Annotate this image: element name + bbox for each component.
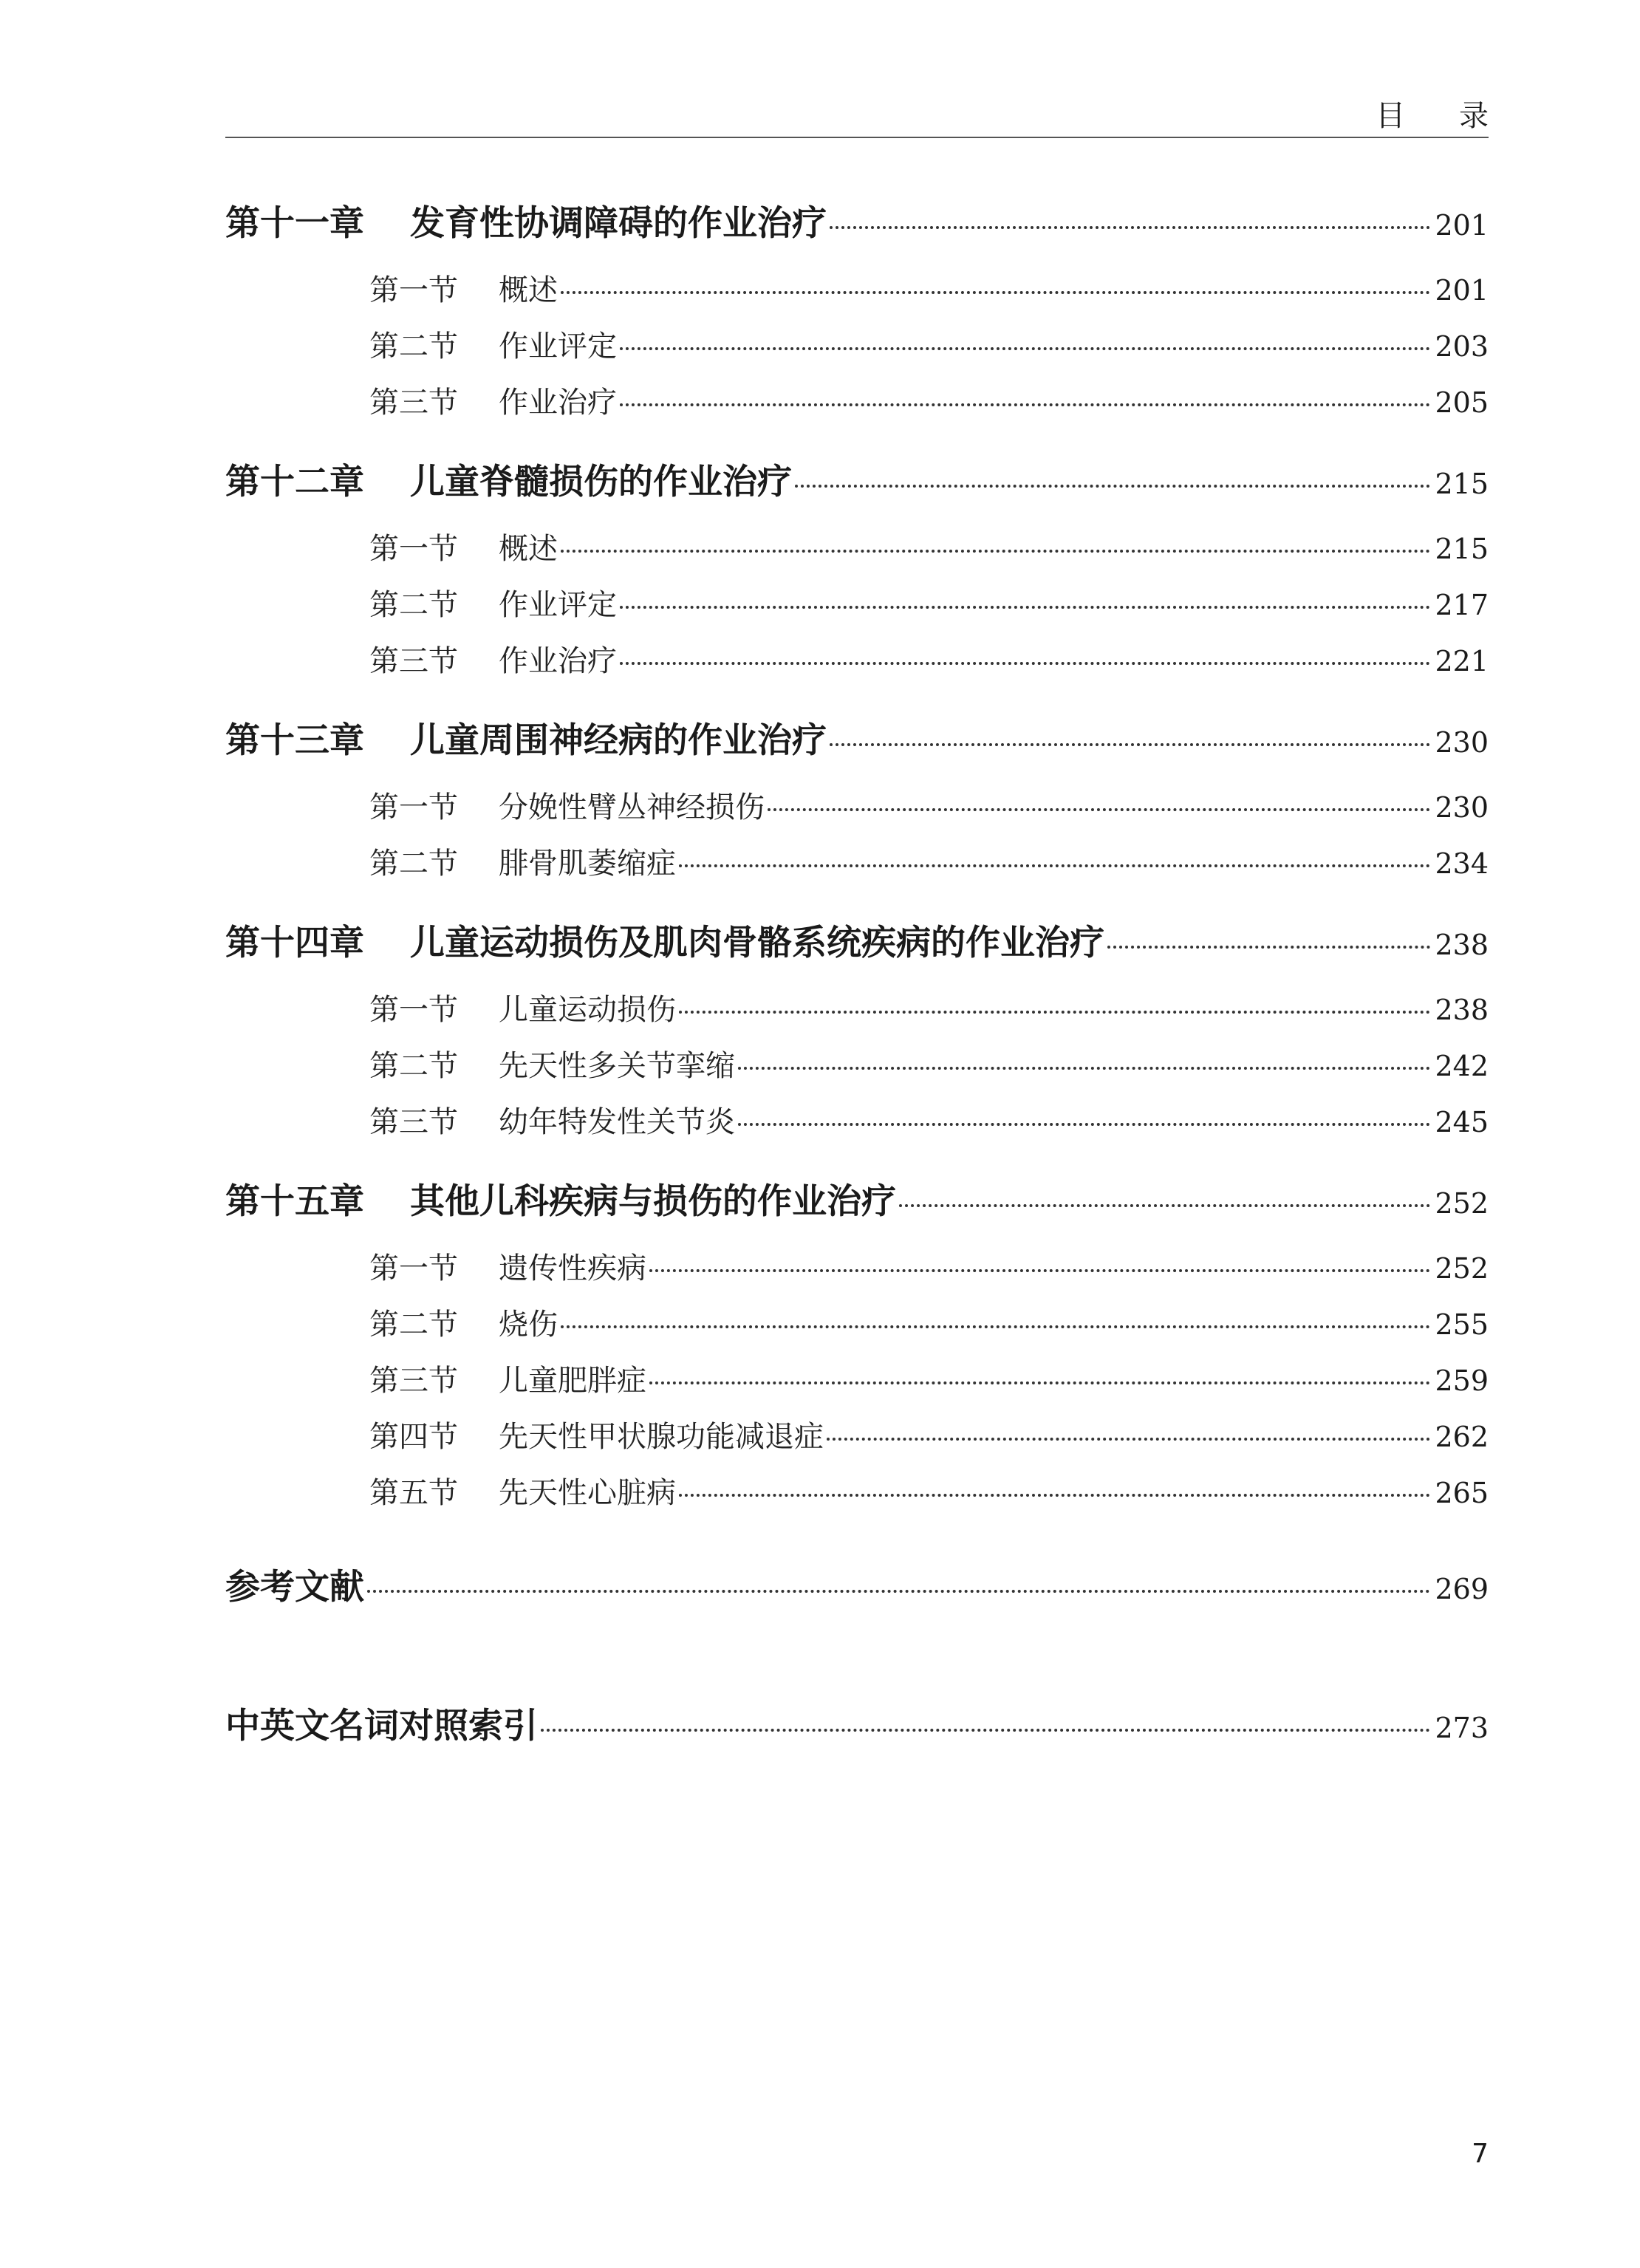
section-page: 238 [1435,994,1489,1026]
section-number: 第一节 [369,993,458,1027]
section-number: 第三节 [369,386,458,420]
section-page: 259 [1435,1364,1489,1397]
section-page: 262 [1435,1421,1489,1453]
section-title [369,1042,735,1085]
section-number: 第三节 [369,644,458,678]
section-title [369,1301,558,1343]
section-name: 概述 [499,273,558,307]
chapter-name: 其他儿科疾病与损伤的作业治疗 [410,1181,896,1222]
section-name: 先天性多关节挛缩 [499,1049,735,1083]
section-page: 205 [1435,386,1489,419]
section-title [369,379,617,421]
chapter-15-sections [225,1245,1489,1526]
dot-leader [649,1381,1430,1384]
dot-leader [620,347,1430,350]
section-number: 第三节 [369,1105,458,1139]
dot-leader [1107,946,1430,949]
section-page: 217 [1435,589,1489,621]
dot-leader [830,743,1430,746]
section-number: 第二节 [369,329,458,363]
section-name: 概述 [499,532,558,566]
section-name: 先天性甲状腺功能减退症 [499,1420,824,1454]
dot-leader [561,550,1430,553]
references-title: 参考文献 [225,1567,364,1608]
header-title: 目 录 [1376,99,1511,133]
dot-leader [830,226,1430,229]
toc-section[interactable] [225,1099,1489,1155]
chapter-number: 第十五章 [225,1181,364,1222]
section-title [369,323,617,365]
section-title [369,840,676,882]
section-page: 230 [1435,791,1489,824]
section-page: 234 [1435,847,1489,880]
dot-leader [679,864,1430,867]
section-name: 遗传性疾病 [499,1251,646,1285]
section-name: 烧伤 [499,1308,558,1342]
section-title [369,1469,676,1512]
dot-leader [649,1269,1430,1272]
toc-section[interactable] [225,1413,1489,1469]
section-number: 第一节 [369,273,458,307]
toc-section[interactable] [225,1042,1489,1099]
section-title [369,638,617,680]
section-page: 203 [1435,330,1489,363]
running-header [225,85,1511,138]
toc-chapter-14[interactable] [225,915,1489,973]
section-name: 作业评定 [499,588,617,622]
dot-leader [620,403,1430,406]
toc-section[interactable] [225,267,1489,323]
dot-leader [367,1590,1430,1593]
dot-leader [827,1438,1430,1441]
section-page: 252 [1435,1252,1489,1285]
toc-section[interactable] [225,986,1489,1042]
section-number: 第五节 [369,1476,458,1510]
toc-section[interactable] [225,1245,1489,1301]
dot-leader [768,808,1430,811]
toc-section[interactable] [225,323,1489,379]
references-page: 269 [1435,1573,1489,1605]
section-title [369,986,676,1028]
chapter-number: 第十三章 [225,720,364,761]
section-page: 245 [1435,1106,1489,1138]
section-number: 第三节 [369,1364,458,1398]
section-name: 幼年特发性关节炎 [499,1105,735,1139]
section-number: 第二节 [369,847,458,881]
section-number: 第二节 [369,1049,458,1083]
section-name: 先天性心脏病 [499,1476,676,1510]
index-page: 273 [1435,1712,1489,1744]
section-number: 第二节 [369,1308,458,1342]
toc-section[interactable] [225,379,1489,435]
chapter-title [225,713,827,762]
section-title [369,581,617,624]
section-title [369,784,765,826]
chapter-number: 第十一章 [225,203,364,244]
section-name: 儿童运动损伤 [499,993,676,1027]
section-number: 第四节 [369,1420,458,1454]
section-number: 第二节 [369,588,458,622]
section-name: 儿童肥胖症 [499,1364,646,1398]
chapter-page: 238 [1435,929,1489,961]
dot-leader [561,1325,1430,1328]
toc-chapter-15[interactable] [225,1174,1489,1232]
section-title [369,525,558,567]
chapter-11-sections [225,267,1489,435]
toc-references[interactable] [225,1560,1489,1617]
section-title [369,1245,646,1287]
chapter-title [225,196,827,245]
toc-chapter-12[interactable] [225,454,1489,512]
chapter-page: 230 [1435,726,1489,759]
chapter-name: 儿童运动损伤及肌肉骨骼系统疾病的作业治疗 [410,923,1104,963]
section-title [369,1413,824,1455]
chapter-12-sections [225,525,1489,694]
section-title [369,1357,646,1399]
section-number: 第一节 [369,1251,458,1285]
toc-section[interactable] [225,581,1489,638]
section-title [369,267,558,309]
section-name: 作业治疗 [499,644,617,678]
toc-section[interactable] [225,784,1489,840]
toc-section[interactable] [225,1357,1489,1413]
chapter-page: 215 [1435,468,1489,500]
chapter-number: 第十二章 [225,462,364,502]
section-name: 腓骨肌萎缩症 [499,847,676,881]
chapter-title [225,454,792,504]
dot-leader [795,485,1430,488]
section-page: 201 [1435,274,1489,307]
dot-leader [679,1494,1430,1497]
section-number: 第一节 [369,532,458,566]
chapter-title [225,915,1104,965]
dot-leader [899,1204,1430,1207]
table-of-contents [225,196,1489,1756]
chapter-title [225,1174,896,1223]
section-name: 作业治疗 [499,386,617,420]
section-name: 作业评定 [499,329,617,363]
chapter-name: 儿童脊髓损伤的作业治疗 [410,462,792,502]
index-title: 中英文名词对照索引 [225,1706,538,1746]
toc-section[interactable] [225,1301,1489,1357]
toc-section[interactable] [225,638,1489,694]
dot-leader [620,662,1430,665]
chapter-name: 儿童周围神经病的作业治疗 [410,720,827,761]
chapter-page: 252 [1435,1187,1489,1220]
dot-leader [561,291,1430,294]
toc-chapter-11[interactable] [225,196,1489,253]
toc-section[interactable] [225,525,1489,581]
section-page: 242 [1435,1050,1489,1082]
dot-leader [620,606,1430,609]
section-page: 265 [1435,1477,1489,1509]
dot-leader [738,1123,1430,1126]
dot-leader [679,1011,1430,1014]
section-page: 255 [1435,1308,1489,1341]
section-title [369,1099,735,1141]
section-number: 第一节 [369,790,458,824]
dot-leader [541,1729,1430,1732]
toc-section[interactable] [225,1469,1489,1526]
section-name: 分娩性臂丛神经损伤 [499,790,765,824]
chapter-page: 201 [1435,209,1489,242]
dot-leader [738,1067,1430,1070]
chapter-name: 发育性协调障碍的作业治疗 [410,203,827,244]
chapter-14-sections [225,986,1489,1155]
chapter-13-sections [225,784,1489,896]
toc-section[interactable] [225,840,1489,896]
section-page: 215 [1435,533,1489,565]
chapter-number: 第十四章 [225,923,364,963]
page-number: 7 [1472,2139,1489,2169]
toc-index[interactable] [225,1698,1489,1756]
section-page: 221 [1435,645,1489,677]
toc-chapter-13[interactable] [225,713,1489,771]
